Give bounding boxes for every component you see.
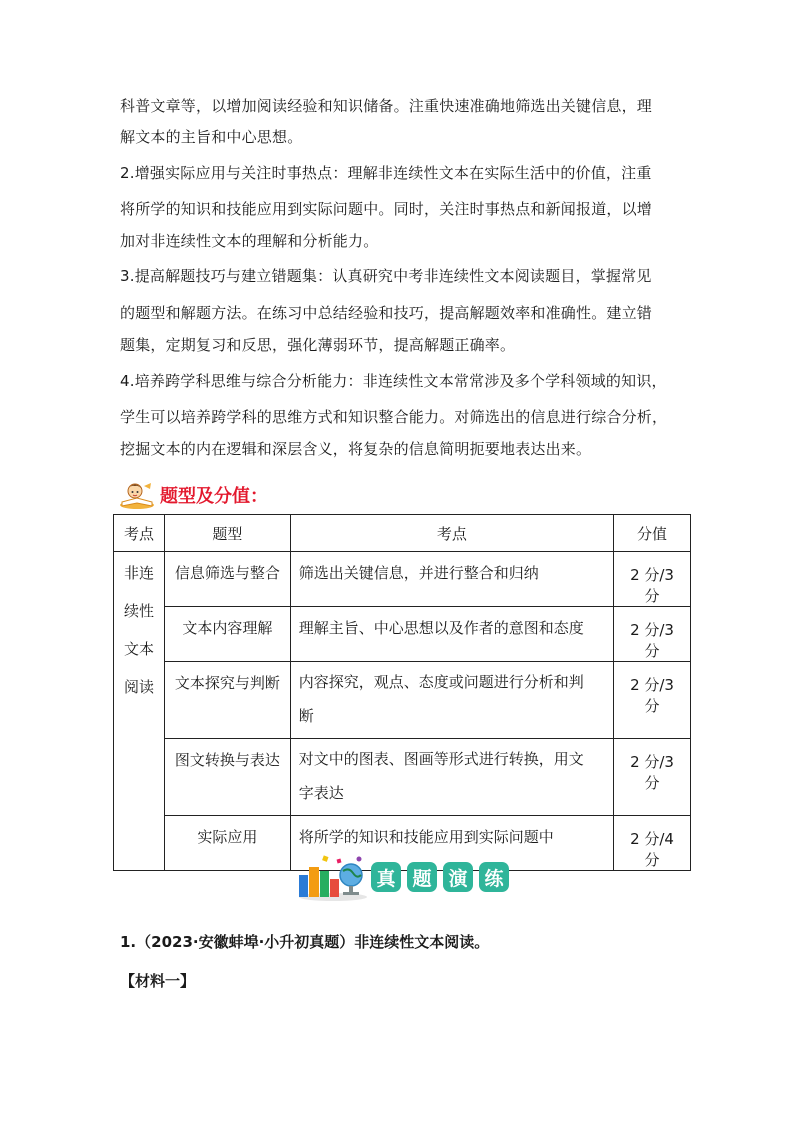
- banner-chars: [371, 862, 509, 892]
- question-type-table: [113, 514, 691, 871]
- paragraph-line: 2.增强实际应用与关注时事热点：理解非连续性文本在实际生活中的价值，注重: [120, 164, 652, 182]
- type-cell: 文本探究与判断: [164, 662, 290, 739]
- paragraph-line: 解文本的主旨和中心思想。: [120, 128, 303, 146]
- paragraph-line: 将所学的知识和技能应用到实际问题中。同时，关注时事热点和新闻报道，以增: [120, 200, 653, 218]
- paragraph-line: 题集，定期复习和反思，强化薄弱环节，提高解题正确率。: [120, 336, 516, 354]
- category-cell: [114, 552, 165, 871]
- table-header-row: [114, 515, 691, 552]
- paragraph-line: 学生可以培养跨学科的思维方式和知识整合能力。对筛选出的信息进行综合分析，: [120, 408, 668, 426]
- point-line: 内容探究，观点、态度或问题进行分析和判: [298, 673, 584, 691]
- banner-char: 真: [371, 862, 401, 892]
- point-line: 对文中的图表、图画等形式进行转换，用文: [298, 750, 584, 768]
- paragraph-line: 科普文章等，以增加阅读经验和知识储备。注重快速准确地筛选出关键信息，理: [120, 97, 653, 115]
- score-cell: 2 分/3 分: [614, 552, 691, 607]
- type-cell: 信息筛选与整合: [164, 552, 290, 607]
- point-line: 断: [298, 707, 314, 725]
- table-row: [114, 607, 691, 662]
- score-cell: 2 分/4 分: [614, 816, 691, 871]
- section-heading: [118, 478, 268, 512]
- table-header: 考点: [114, 515, 165, 552]
- score-cell: 2 分/3 分: [614, 662, 691, 739]
- table-header: 分值: [614, 515, 691, 552]
- score-cell: 2 分/3 分: [614, 607, 691, 662]
- point-cell: 筛选出关键信息，并进行整合和归纳: [290, 552, 613, 607]
- point-cell: 理解主旨、中心思想以及作者的意图和态度: [290, 607, 613, 662]
- type-cell: 图文转换与表达: [164, 739, 290, 816]
- banner-char: 演: [443, 862, 473, 892]
- point-cell: 将所学的知识和技能应用到实际问题中: [290, 816, 613, 871]
- practice-banner: [293, 853, 517, 903]
- table-row: [114, 739, 691, 816]
- material-label: 【材料一】: [120, 972, 196, 990]
- category-text: 文本: [123, 640, 154, 658]
- paragraph-line: 的题型和解题方法。在练习中总结经验和技巧，提高解题效率和准确性。建立错: [120, 304, 653, 322]
- table-row: [114, 552, 691, 607]
- type-cell: 文本内容理解: [164, 607, 290, 662]
- point-cell: [290, 662, 613, 739]
- table-row: [114, 662, 691, 739]
- paragraph-line: 加对非连续性文本的理解和分析能力。: [120, 232, 379, 250]
- table-header: 考点: [290, 515, 613, 552]
- point-cell: [290, 739, 613, 816]
- banner-char: 练: [479, 862, 509, 892]
- section-title: 题型及分值：: [160, 486, 268, 507]
- point-line: 字表达: [298, 784, 344, 802]
- banner-char: 题: [407, 862, 437, 892]
- category-text: 阅读: [123, 678, 154, 696]
- paragraph-line: 挖掘文本的内在逻辑和深层含义，将复杂的信息简明扼要地表达出来。: [120, 440, 592, 458]
- type-cell: 实际应用: [164, 816, 290, 871]
- paragraph-line: 3.提高解题技巧与建立错题集：认真研究中考非连续性文本阅读题目，掌握常见: [120, 267, 652, 285]
- category-text: 非连: [123, 564, 154, 582]
- question-title: 1.（2023·安徽蚌埠·小升初真题）非连续性文本阅读。: [120, 933, 490, 951]
- paragraph-line: 4.培养跨学科思维与综合分析能力：非连续性文本常常涉及多个学科领域的知识，: [120, 372, 667, 390]
- category-text: 续性: [123, 602, 154, 620]
- score-cell: 2 分/3 分: [614, 739, 691, 816]
- table-header: 题型: [164, 515, 290, 552]
- student-reading-icon: [118, 480, 156, 510]
